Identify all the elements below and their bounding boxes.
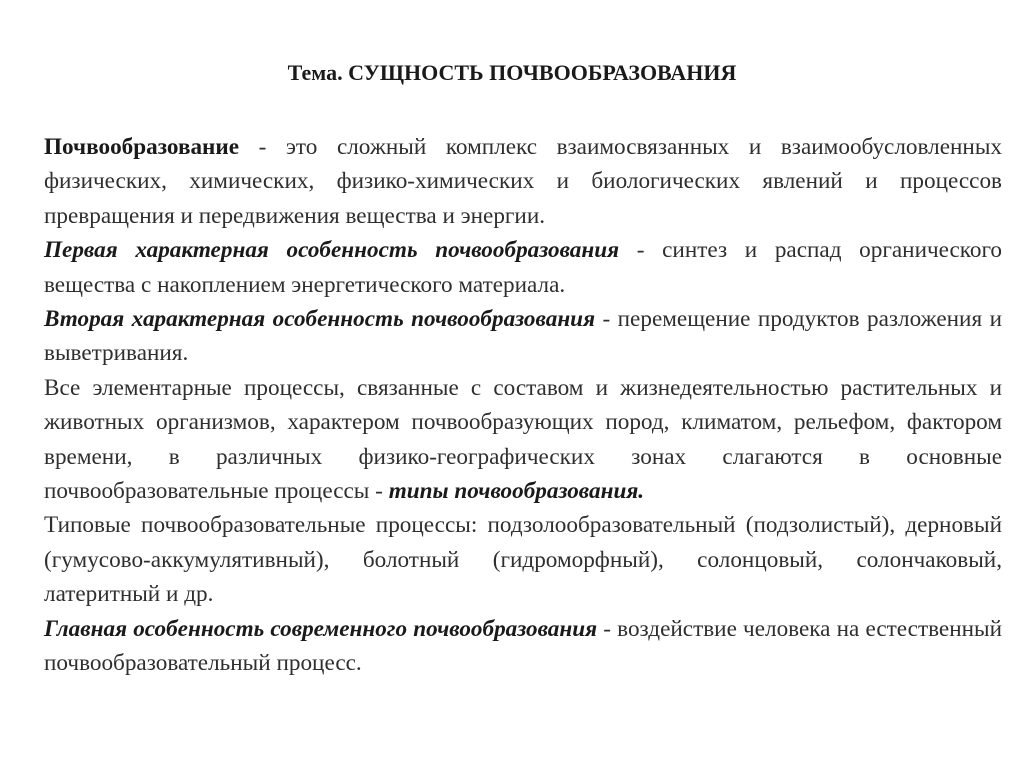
paragraph-elementary-processes-text: Все элементарные процессы, связанные с составом и жизнедеятельностью растительных и животных организмов, характером почвообразующих пород, климатом, рельефом, фактором времени, в различных физико-географических зонах слагаются в основные почвообразовательные процессы - <box>44 374 1002 505</box>
paragraph-first-feature-text: - синтез и распад органического вещества с накоплением энергетического материала. <box>44 237 1003 298</box>
title-prefix: Тема. <box>287 60 343 85</box>
paragraph-main-feature-text: - воздействие человека на естественный почвообразовательный процесс. <box>44 615 1003 677</box>
term-second-feature: Вторая характерная особенность почвообразования <box>44 306 596 333</box>
paragraph-definition-text: - это сложный комплекс взаимосвязанных и взаимообусловленных физических, химических, физико-химических и биологических явлений и процессов превращения и передвижения вещества и энергии. <box>44 134 1002 229</box>
term-main-feature: Главная особенность современного почвообразования <box>44 615 598 642</box>
term-soil-formation: Почвообразование <box>44 134 240 160</box>
page-title <box>0 60 1024 86</box>
paragraph-typical-processes-text: Типовые почвообразовательные процессы: подзолообразовательный (подзолистый), дерновый (гумусово-аккумулятивный), болотный (гидроморфный), солонцовый, солончаковый, латеритный и др. <box>44 512 1002 608</box>
paragraph-first-feature <box>44 233 1002 302</box>
term-first-feature: Первая характерная особенность почвообразования <box>44 237 620 264</box>
term-soil-formation-types: типы почвообразования. <box>388 478 645 505</box>
paragraph-main-feature <box>44 612 1002 681</box>
paragraph-second-feature <box>44 302 1002 371</box>
paragraph-elementary-processes <box>44 371 1002 509</box>
paragraph-second-feature-text: - перемещение продуктов разложения и выветривания. <box>44 306 1002 367</box>
body-text <box>44 130 1002 681</box>
paragraph-definition <box>44 130 1002 233</box>
title-text: СУЩНОСТЬ ПОЧВООБРАЗОВАНИЯ <box>348 60 737 85</box>
paragraph-typical-processes <box>44 508 1002 611</box>
